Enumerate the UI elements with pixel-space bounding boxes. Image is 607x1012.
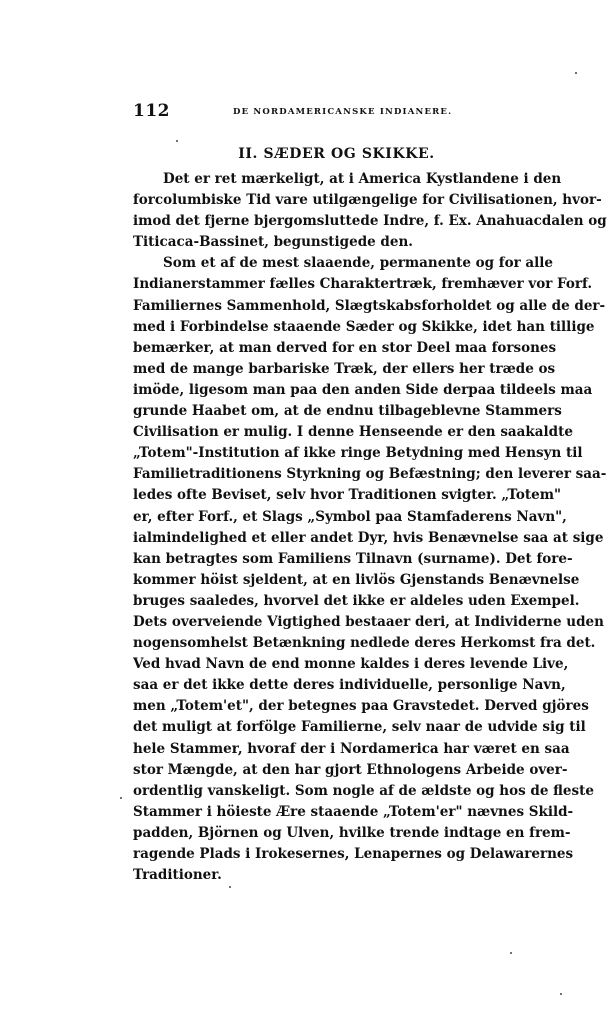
text-line: nogensomhelst Betænkning nedlede deres Herkomst fra det. <box>133 635 596 652</box>
text-line: er, efter Forf., et Slags „Symbol paa Stamfaderens Navn", <box>133 508 567 525</box>
text-line: Som et af de mest slaaende, permanente og for alle <box>163 255 553 272</box>
text-line: Familietraditionens Styrkning og Befæstning; den leverer saa- <box>133 466 607 483</box>
text-line: med de mange barbariske Træk, der ellers her træde os <box>133 360 556 377</box>
text-line: bruges saaledes, hvorvel det ikke er aldeles uden Exempel. <box>133 592 580 609</box>
print-speck <box>575 72 577 74</box>
text-line: Stammer i höieste Ære staaende „Totem'er" nævnes Skild- <box>133 803 574 820</box>
text-line: det muligt at forfölge Familierne, selv naar de udvide sig til <box>133 719 586 736</box>
text-line: imod det fjerne bjergomsluttede Indre, f. Ex. Anahuacdalen og <box>133 213 607 230</box>
print-speck <box>510 952 512 954</box>
text-line: Det er ret mærkeligt, at i America Kystlandene i den <box>163 171 562 187</box>
print-speck <box>229 886 231 888</box>
text-line: bemærker, at man derved for en stor Deel maa forsones <box>133 339 557 356</box>
text-line: imöde, ligesom man paa den anden Side derpaa tildeels maa <box>133 381 593 398</box>
page-number: 112 <box>133 101 170 121</box>
text-line: hele Stammer, hvoraf der i Nordamerica har været en saa <box>133 740 570 757</box>
text-line: ialmindelighed et eller andet Dyr, hvis Benævnelse saa at sige <box>133 529 604 546</box>
text-line: Civilisation er mulig. I denne Henseende er den saakaldte <box>133 424 573 441</box>
text-line: ordentlig vanskeligt. Som nogle af de ældste og hos de fleste <box>133 782 594 799</box>
text-line: Indianerstammer fælles Charaktertræk, fremhæver vor Forf. <box>133 276 593 293</box>
text-line: saa er det ikke dette deres individuelle, personlige Navn, <box>133 677 566 694</box>
text-line: ledes ofte Beviset, selv hvor Traditionen svigter. „Totem" <box>133 487 562 504</box>
text-line: med i Forbindelse staaende Sæder og Skikke, idet han tillige <box>133 318 595 335</box>
text-line: Familiernes Sammenhold, Slægtskabsforholdet og alle de der- <box>133 297 606 314</box>
running-head: DE NORDAMERICANSKE INDIANERE. <box>233 107 453 117</box>
text-line: Titicaca-Bassinet, begunstigede den. <box>133 234 413 251</box>
page-header <box>133 101 553 125</box>
body-text <box>133 169 607 886</box>
text-line: forcolumbiske Tid vare utilgængelige for Civilisationen, hvor- <box>133 192 602 209</box>
text-line: kommer höist sjeldent, at en livlös Gjenstands Benævnelse <box>133 571 580 588</box>
print-speck <box>120 797 122 799</box>
print-speck <box>560 993 562 995</box>
text-line: padden, Björnen og Ulven, hvilke trende indtage en frem- <box>133 824 571 841</box>
text-line: men „Totem'et", der betegnes paa Gravstedet. Derved gjöres <box>133 698 589 715</box>
text-line: Traditioner. <box>133 867 222 884</box>
text-line: stor Mængde, at den har gjort Ethnologens Arbeide over- <box>133 761 568 778</box>
section-title: II. SÆDER OG SKIKKE. <box>238 146 435 162</box>
text-line: „Totem"-Institution af ikke ringe Betydning med Hensyn til <box>133 445 583 462</box>
text-line: kan betragtes som Familiens Tilnavn (surname). Det fore- <box>133 550 573 567</box>
text-line: ragende Plads i Irokesernes, Lenapernes og Delawarernes <box>133 846 574 862</box>
text-line: Ved hvad Navn de end monne kaldes i deres levende Live, <box>133 656 569 673</box>
text-line: Dets overveiende Vigtighed bestaaer deri, at Individerne uden <box>133 613 604 630</box>
text-line: grunde Haabet om, at de endnu tilbageblevne Stammers <box>133 403 562 420</box>
print-speck <box>176 140 178 142</box>
